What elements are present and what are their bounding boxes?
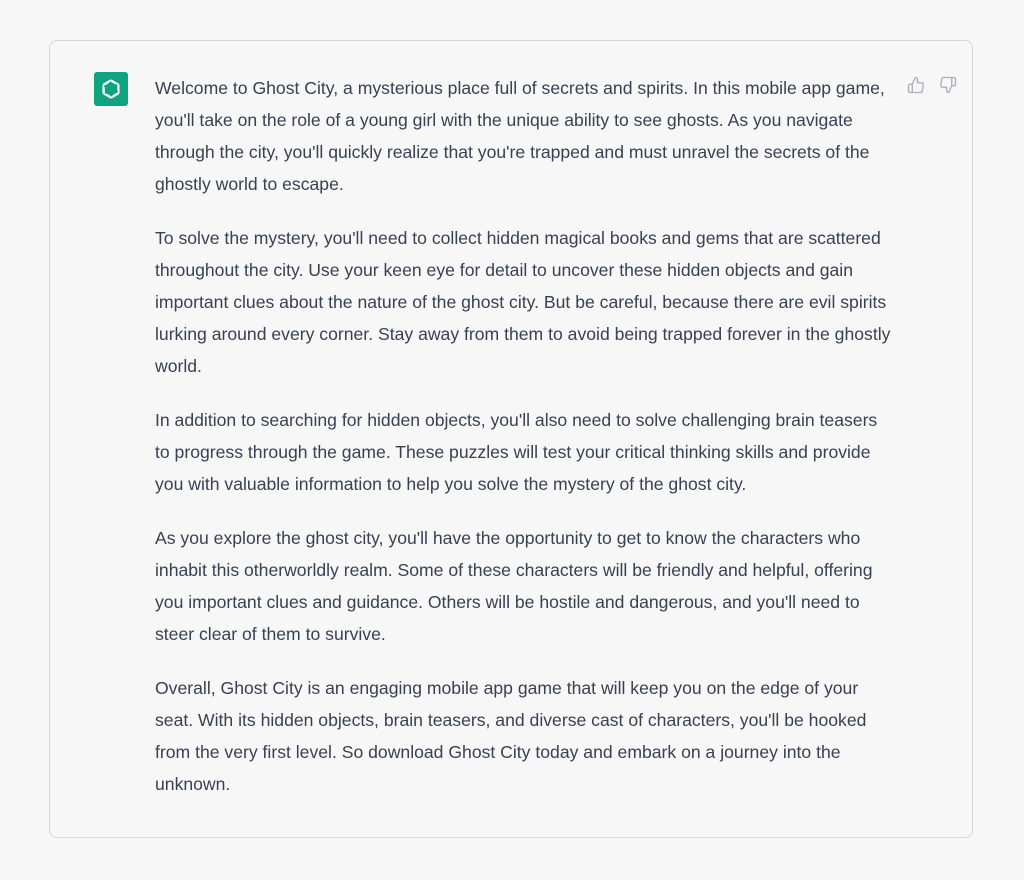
assistant-avatar [94, 72, 128, 106]
thumbs-down-icon [939, 76, 957, 94]
message-paragraph: Welcome to Ghost City, a mysterious place full of secrets and spirits. In this mobile app game, you'll take on the role of a young girl with the unique ability to see ghosts. As you navigate through the city, you'll quickly realize that you're trapped and must unravel the secrets of the ghostly world to escape. [155, 78, 885, 194]
thumbs-up-icon [907, 76, 925, 94]
feedback-actions [906, 75, 958, 95]
message-paragraph: As you explore the ghost city, you'll have the opportunity to get to know the characters who inhabit this otherworldly realm. Some of these characters will be friendly and helpful, offering you important clues and guidance. Others will be hostile and dangerous, and you'll need to steer clear of them to survive. [155, 528, 873, 644]
thumbs-down-button[interactable] [938, 75, 958, 95]
openai-logo-icon [99, 77, 123, 101]
thumbs-up-button[interactable] [906, 75, 926, 95]
assistant-message-text [155, 72, 895, 800]
message-paragraph: Overall, Ghost City is an engaging mobile app game that will keep you on the edge of your seat. With its hidden objects, brain teasers, and diverse cast of characters, you'll be hooked from the very first level. So download Ghost City today and embark on a journey into the unknown. [155, 678, 867, 794]
message-paragraph: In addition to searching for hidden objects, you'll also need to solve challenging brain teasers to progress through the game. These puzzles will test your critical thinking skills and provide you with valuable information to help you solve the mystery of the ghost city. [155, 410, 878, 494]
message-paragraph: To solve the mystery, you'll need to collect hidden magical books and gems that are scattered throughout the city. Use your keen eye for detail to uncover these hidden objects and gain important clues about the nature of the ghost city. But be careful, because there are evil spirits lurking around every corner. Stay away from them to avoid being trapped forever in the ghostly world. [155, 228, 891, 376]
assistant-message-card [49, 40, 973, 838]
